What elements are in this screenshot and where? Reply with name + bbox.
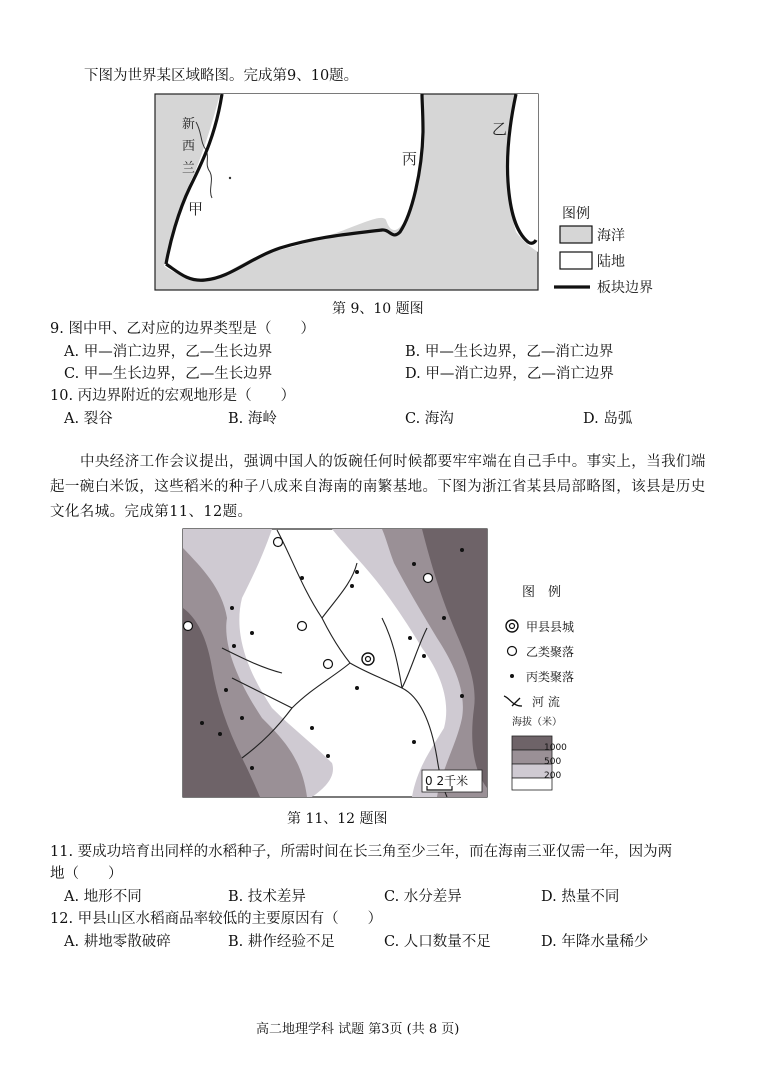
q10-option-a[interactable]: A. 裂谷 [64, 411, 113, 427]
county-map [182, 528, 602, 800]
q9-option-b[interactable]: B. 甲—生长边界，乙—消亡边界 [405, 344, 614, 360]
legend-land-label: 陆地 [597, 254, 625, 270]
intro-text: 下图为世界某区域略图。完成第9、10题。 [84, 68, 359, 84]
legend-type-b-icon [508, 647, 517, 656]
legend-river-icon [504, 696, 522, 706]
legend-elev-500: 500 [544, 757, 562, 767]
q9-option-c[interactable]: C. 甲—生长边界，乙—生长边界 [64, 366, 273, 382]
legend-ocean-label: 海洋 [597, 228, 625, 244]
label-xin: 新 [182, 117, 196, 132]
q12-stem: 12. 甲县山区水稻商品率较低的主要原因有（ ） [50, 911, 383, 927]
q11-option-d[interactable]: D. 热量不同 [541, 889, 620, 905]
legend-county-icon [506, 620, 518, 632]
legend-land-swatch [560, 252, 592, 269]
legend-elev-1000: 1000 [544, 743, 567, 753]
label-bing: 丙 [402, 150, 418, 168]
legend-boundary-label: 板块边界 [597, 280, 653, 296]
q11-option-c[interactable]: C. 水分差异 [384, 889, 462, 905]
map1-caption: 第 9、10 题图 [332, 301, 424, 317]
q9-option-d[interactable]: D. 甲—消亡边界，乙—消亡边界 [405, 366, 614, 382]
q10-option-d[interactable]: D. 岛弧 [583, 411, 633, 427]
page-footer: 高二地理学科 试题 第3页 (共 8 页) [256, 1022, 460, 1037]
label-jia: 甲 [188, 200, 204, 218]
q11-option-a[interactable]: A. 地形不同 [64, 889, 142, 905]
q10-option-b[interactable]: B. 海岭 [228, 411, 277, 427]
q11-stem-line2: 地（ ） [50, 866, 123, 882]
q9-stem: 9. 图中甲、乙对应的边界类型是（ ） [50, 321, 315, 337]
q11-stem-line1: 11. 要成功培育出同样的水稻种子，所需时间在长三角至少三年，而在海南三亚仅需一年，因为两 [50, 844, 673, 860]
legend-elev-200: 200 [544, 771, 562, 781]
legend-type-b-label: 乙类聚落 [526, 645, 575, 659]
legend-river-label: 河 流 [532, 695, 560, 709]
label-yi: 乙 [492, 120, 508, 138]
legend-title: 图例 [562, 206, 590, 222]
legend-ocean-swatch [560, 226, 592, 243]
q11-option-b[interactable]: B. 技术差异 [228, 889, 306, 905]
label-xi: 西 [182, 139, 196, 154]
legend-elev-title: 海拔（米） [512, 717, 562, 728]
q12-option-a[interactable]: A. 耕地零散破碎 [64, 934, 171, 950]
q12-option-b[interactable]: B. 耕作经验不足 [228, 934, 335, 950]
scale-label: 0 2千米 [425, 774, 469, 788]
legend-type-c-label: 丙类聚落 [526, 670, 575, 684]
map2-caption: 第 11、12 题图 [287, 811, 388, 827]
county-seat-icon [362, 653, 374, 665]
q10-stem: 10. 丙边界附近的宏观地形是（ ） [50, 388, 296, 404]
legend-type-c-icon [510, 674, 514, 678]
q9-option-a[interactable]: A. 甲—消亡边界，乙—生长边界 [64, 344, 273, 360]
plate-boundary-map [150, 92, 690, 302]
q12-option-d[interactable]: D. 年降水量稀少 [541, 934, 649, 950]
map2-legend-title: 图 例 [522, 585, 562, 600]
q12-option-c[interactable]: C. 人口数量不足 [384, 934, 491, 950]
label-lan: 兰 [182, 161, 196, 176]
legend-county-label: 甲县县城 [526, 620, 575, 634]
q10-option-c[interactable]: C. 海沟 [405, 411, 454, 427]
passage-text: 中央经济工作会议提出，强调中国人的饭碗任何时候都要牢牢端在自己手中。事实上，当我们端起一碗白米饭，这些稻米的种子八成来自海南的南繁基地。下图为浙江省某县局部略图，该县是历史文化名城。完成第11、12题。 [50, 454, 706, 520]
